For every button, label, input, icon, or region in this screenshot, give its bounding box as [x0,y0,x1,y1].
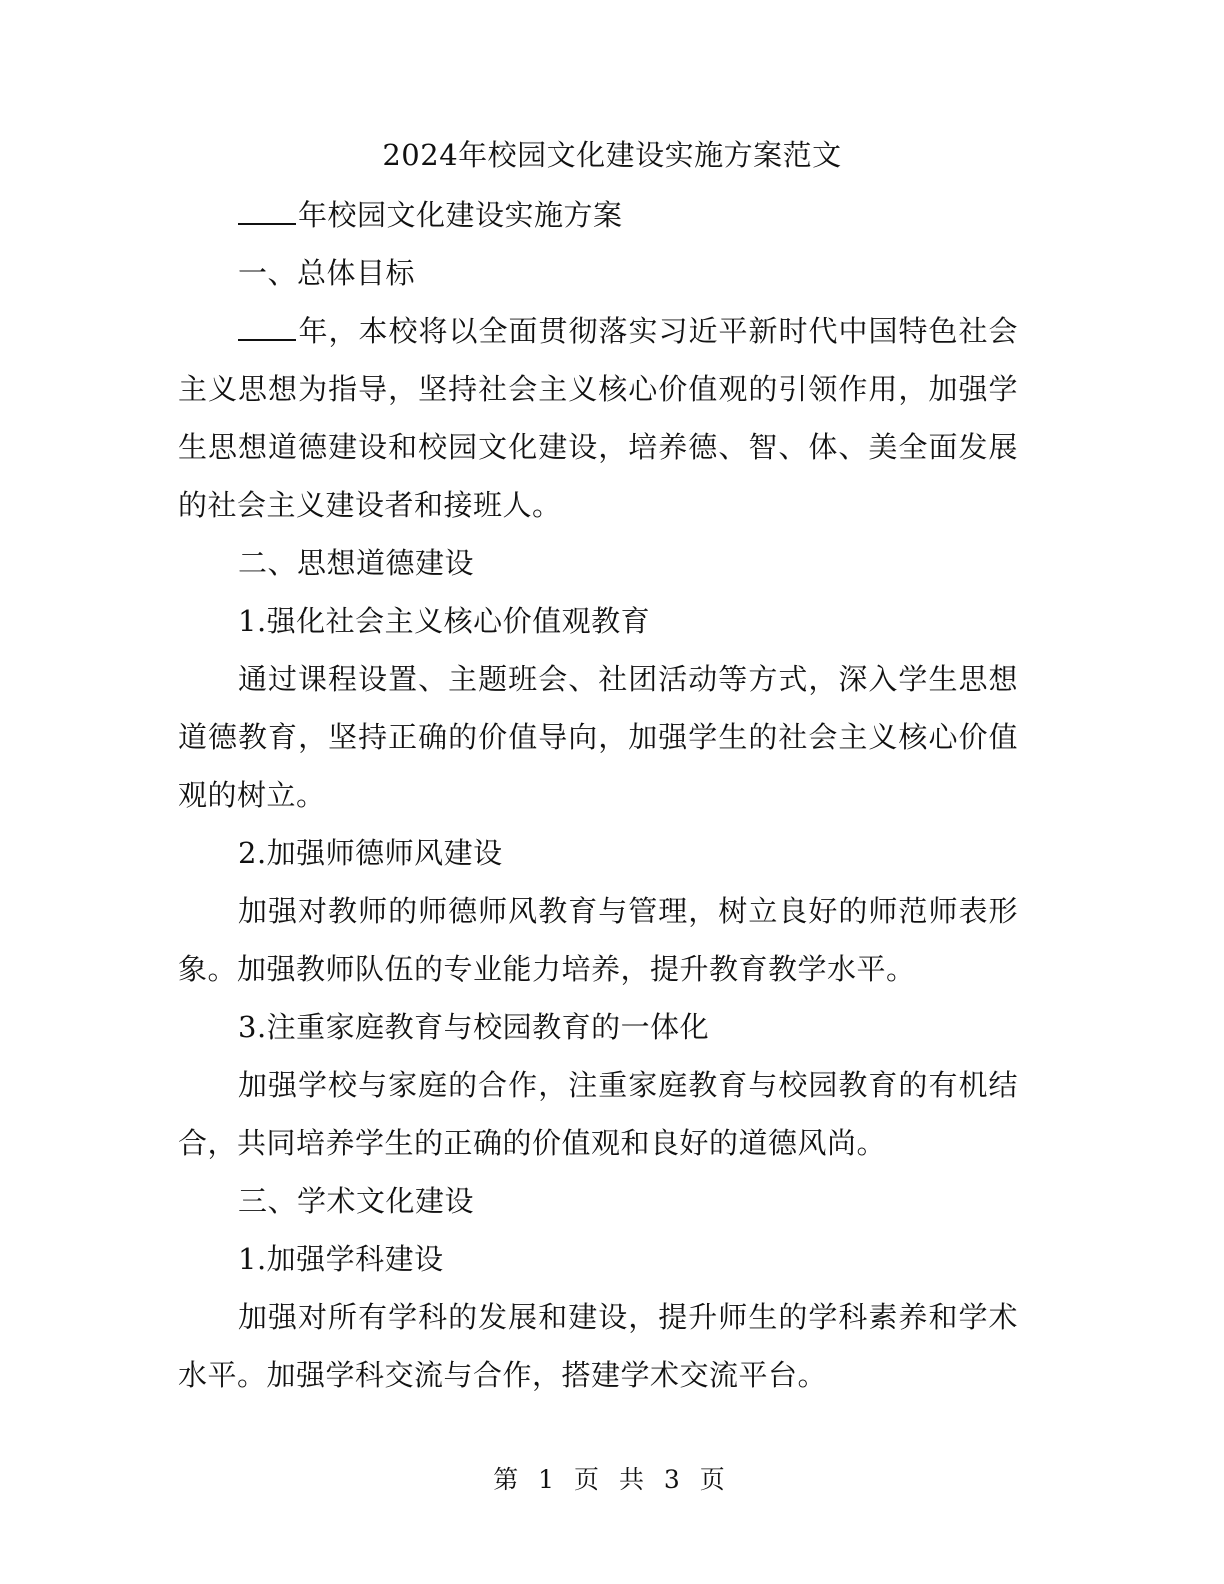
document-body [178,186,1018,1404]
fill-in-blank [238,313,296,341]
paragraph-text: 年校园文化建设实施方案 [298,198,623,232]
paragraph-text: 年，本校将以全面贯彻落实习近平新时代中国特色社会主义思想为指导，坚持社会主义核心价值观的引领作用，加强学生思想道德建设和校园文化建设，培养德、智、体、美全面发展的社会主义建设者和接班人。 [178,314,1018,522]
subsection-heading [178,592,1018,650]
paragraph-text: 2.加强师德师风建设 [238,836,503,870]
paragraph [178,650,1018,824]
paragraph [178,1056,1018,1172]
paragraph-text: 三、学术文化建设 [238,1184,475,1218]
document-title: 2024年校园文化建设实施方案范文 [382,138,842,172]
subsection-heading [178,998,1018,1056]
paragraph-text: 一、总体目标 [238,256,416,290]
paragraph-text: 1.加强学科建设 [238,1242,444,1276]
paragraph-text: 通过课程设置、主题班会、社团活动等方式，深入学生思想道德教育，坚持正确的价值导向，加强学生的社会主义核心价值观的树立。 [178,662,1018,812]
subsection-heading [178,1230,1018,1288]
section-heading [178,534,1018,592]
paragraph-text: 1.强化社会主义核心价值观教育 [238,604,651,638]
paragraph-text: 3.注重家庭教育与校园教育的一体化 [238,1010,710,1044]
paragraph [178,882,1018,998]
subsection-heading [178,824,1018,882]
page-footer: 第 1 页 共 3 页 [493,1465,731,1494]
paragraph-text: 加强对所有学科的发展和建设，提升师生的学科素养和学术水平。加强学科交流与合作，搭建学术交流平台。 [178,1300,1018,1392]
section-heading [178,1172,1018,1230]
paragraph-text: 二、思想道德建设 [238,546,475,580]
fill-in-blank [238,197,296,225]
paragraph [178,302,1018,534]
paragraph-text: 加强学校与家庭的合作，注重家庭教育与校园教育的有机结合，共同培养学生的正确的价值观和良好的道德风尚。 [178,1068,1018,1160]
paragraph [178,186,1018,244]
paragraph-text: 加强对教师的师德师风教育与管理，树立良好的师范师表形象。加强教师队伍的专业能力培养，提升教育教学水平。 [178,894,1018,986]
section-heading [178,244,1018,302]
paragraph [178,1288,1018,1404]
